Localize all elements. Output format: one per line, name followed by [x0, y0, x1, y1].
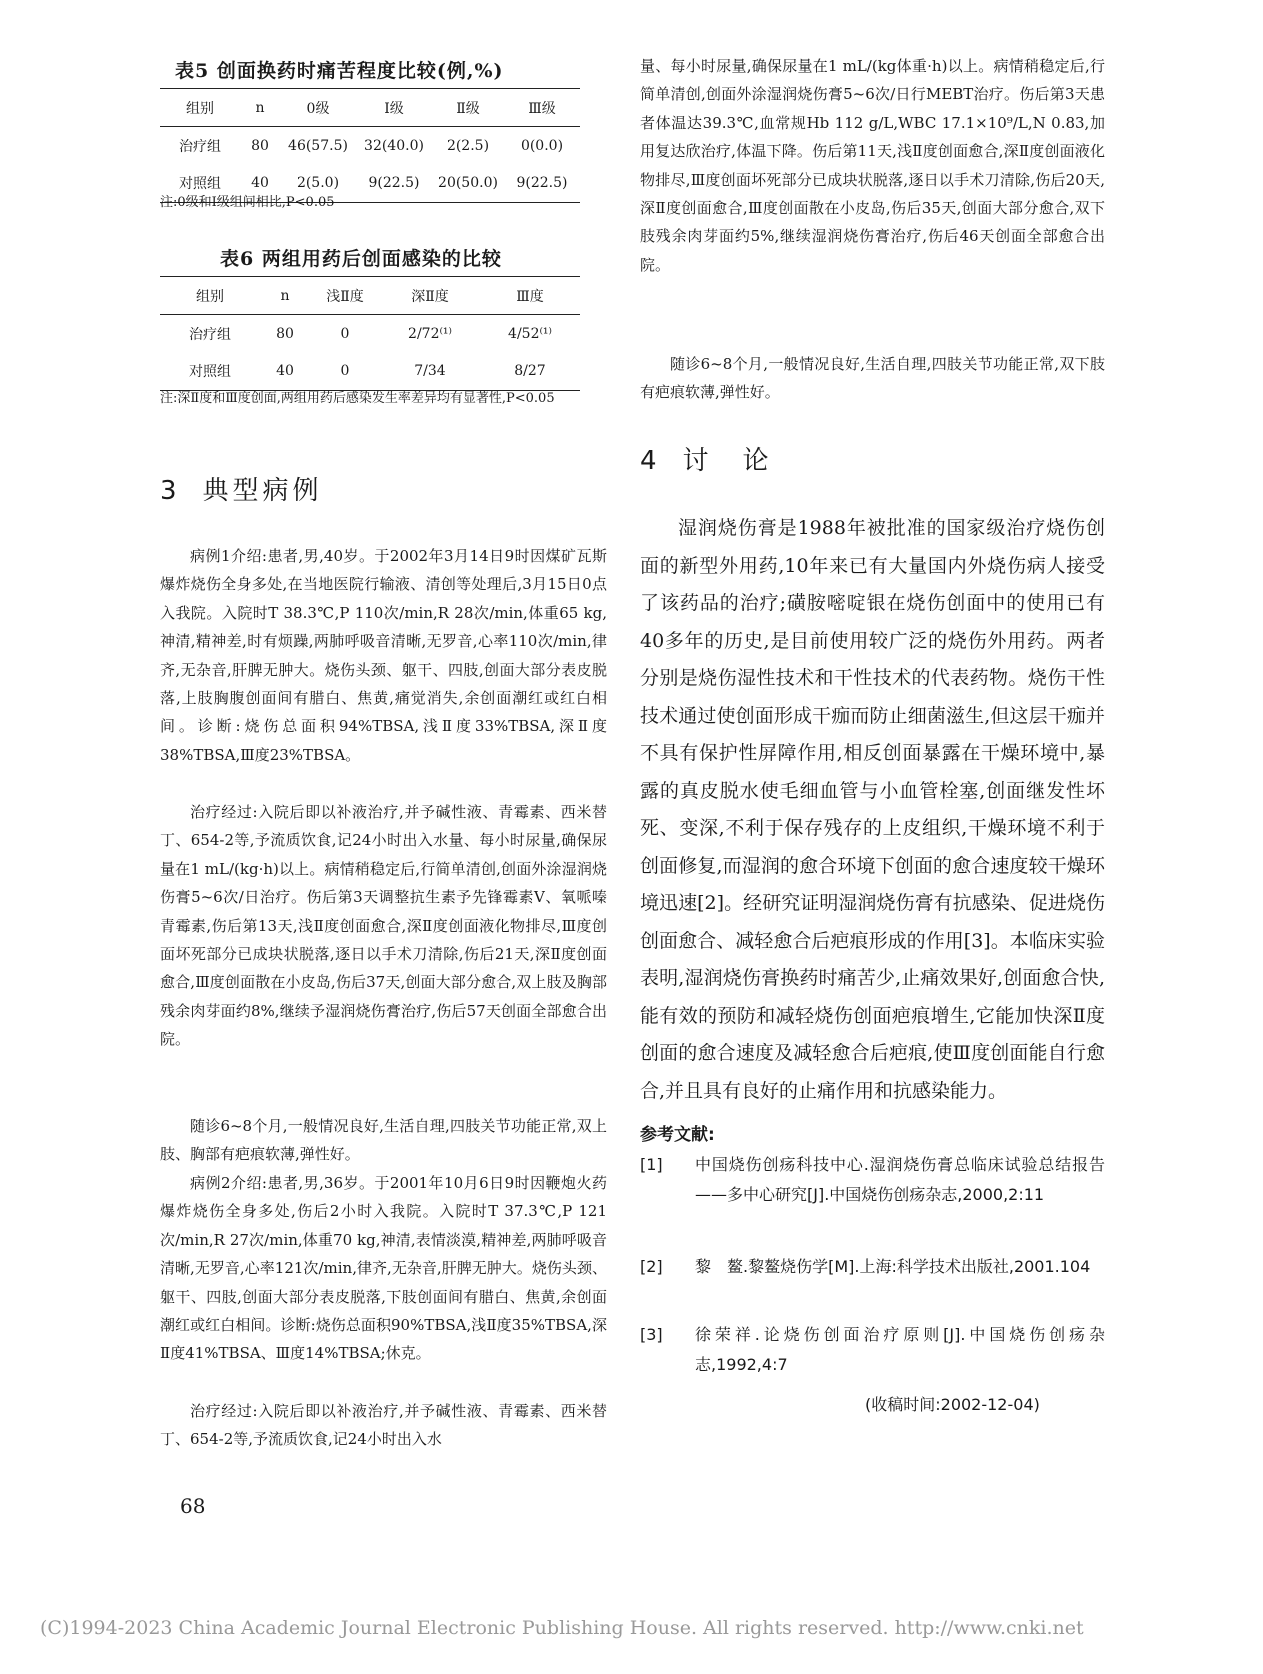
case2-treatment: 治疗经过:入院后即以补液治疗,并予碱性液、青霉素、西米替丁、654-2等,予流质饮食,记24小时出入水 [160, 1402, 607, 1449]
table6 [160, 276, 580, 391]
table-cell: 20(50.0) [432, 165, 504, 203]
section3-title: 典型病例 [202, 476, 323, 506]
table5-header: 组别 [160, 89, 240, 127]
section3-number: 3 [160, 476, 181, 506]
section4-number: 4 [640, 446, 661, 476]
table5-header: n [240, 89, 280, 127]
table-cell: 治疗组 [189, 326, 231, 343]
reference-number: [3] [640, 1325, 663, 1344]
case1-intro: 病例1介绍:患者,男,40岁。于2002年3月14日9时因煤矿瓦斯爆炸烧伤全身多处,在当地医院行输液、清创等处理后,3月15日0点入我院。入院时T 38.3℃,P 110次/min,R 28次/min,体重65 kg,神清,精神差,时有烦躁,两肺呼吸音清晰,无罗音,心率110次/min,律齐,无杂音,肝脾无肿大。烧伤头颈、躯干、四肢,创面大部分表皮脱落,上肢胸腹创面间有腊白、焦黄,痛觉消失,余创面潮红或红白相间。诊断:烧伤总面积94%TBSA,浅Ⅱ度33%TBSA,深Ⅱ度38%TBSA,Ⅲ度23%TBSA。 [160, 547, 607, 764]
table5-note: 注:0级和Ⅰ级组间相比,P<0.05 [160, 195, 335, 210]
table-row [160, 315, 580, 353]
table5-header-row [160, 89, 580, 127]
table-cell: 46(57.5) [288, 137, 348, 154]
section3-heading [160, 470, 323, 507]
table-cell: 80 [276, 325, 294, 342]
section4-heading [640, 440, 773, 477]
reference-item [640, 1320, 1105, 1380]
case1-treatment: 治疗经过:入院后即以补液治疗,并予碱性液、青霉素、西米替丁、654-2等,予流质饮食,记24小时出入水量、每小时尿量,确保尿量在1 mL/(kg·h)以上。病情稍稳定后,行简单清创,创面外涂湿润烧伤膏5~6次/日治疗。伤后第3天调整抗生素予先锋霉素V、氧哌嗪青霉素,伤后第13天,浅Ⅱ度创面愈合,深Ⅱ度创面液化物排尽,Ⅲ度创面坏死部分已成块状脱落,逐日以手术刀清除,伤后21天,深Ⅱ度创面愈合,Ⅲ度创面散在小皮岛,伤后37天,创面大部分愈合,双上肢及胸部残余肉芽面约8%,继续予湿润烧伤膏治疗,伤后57天创面全部愈合出院。 [160, 803, 607, 1049]
table-cell: 2/72⁽¹⁾ [408, 325, 452, 342]
table-cell: 0(0.0) [520, 137, 564, 154]
table-cell: 80 [251, 137, 269, 154]
table-cell: 7/34 [380, 353, 480, 391]
table-cell: 对照组 [160, 353, 260, 391]
table6-header: Ⅲ度 [480, 277, 580, 315]
table-cell: 对照组 [160, 165, 240, 203]
table6-header: 深Ⅱ度 [380, 277, 480, 315]
table6-title: 表6 两组用药后创面感染的比较 [220, 248, 502, 270]
copyright-footer: (C)1994-2023 China Academic Journal Electronic Publishing House. All rights reserved. http://www.cnki.net [40, 1617, 1084, 1639]
table-cell: 2(5.0) [280, 165, 356, 203]
table6-header: n [260, 277, 310, 315]
reference-text: 徐荣祥.论烧伤创面治疗原则[J].中国烧伤创疡杂志,1992,4:7 [695, 1325, 1105, 1374]
received-date: (收稿时间:2002-12-04) [865, 1395, 1040, 1414]
references-heading: 参考文献: [640, 1125, 715, 1145]
discussion-paragraph: 湿润烧伤膏是1988年被批准的国家级治疗烧伤创面的新型外用药,10年来已有大量国内外烧伤病人接受了该药品的治疗;磺胺嘧啶银在烧伤创面中的使用已有40多年的历史,是目前使用较广泛的烧伤外用药。两者分别是烧伤湿性技术和干性技术的代表药物。烧伤干性技术通过使创面形成干痂而防止细菌滋生,但这层干痂并不具有保护性屏障作用,相反创面暴露在干燥环境中,暴露的真皮脱水使毛细血管与小血管栓塞,创面继发性坏死、变深,不利于保存残存的上皮组织,干燥环境不利于创面修复,而湿润的愈合环境下创面的愈合速度较干燥环境迅速[2]。经研究证明湿润烧伤膏有抗感染、促进烧伤创面愈合、减轻愈合后疤痕形成的作用[3]。本临床实验表明,湿润烧伤膏换药时痛苦少,止痛效果好,创面愈合快,能有效的预防和减轻烧伤创面疤痕增生,它能加快深Ⅱ度创面的愈合速度及减轻愈合后疤痕,使Ⅲ度创面能自行愈合,并且具有良好的止痛作用和抗感染能力。 [640, 517, 1105, 1102]
reference-item [640, 1252, 1105, 1282]
table6-note: 注:深Ⅱ度和Ⅲ度创面,两组用药后感染发生率差异均有显著性,P<0.05 [160, 391, 555, 406]
table-row [160, 353, 580, 391]
table6-header: 浅Ⅱ度 [310, 277, 380, 315]
case2-treatment-continued: 量、每小时尿量,确保尿量在1 mL/(kg体重·h)以上。病情稍稳定后,行简单清创,创面外涂湿润烧伤膏5~6次/日行MEBT治疗。伤后第3天患者体温达39.3℃,血常规Hb 112 g/L,WBC 17.1×10⁹/L,N 0.83,加用复达欣治疗,体温下降。伤后第11天,浅Ⅱ度创面愈合,深Ⅱ度创面液化物排尽,Ⅲ度创面坏死部分已成块状脱落,逐日以手术刀清除,伤后20天,深Ⅱ度创面愈合,Ⅲ度创面散在小皮岛,伤后35天,创面大部分愈合,双下肢残余肉芽面约5%,继续湿润烧伤膏治疗,伤后46天创面全部愈合出院。 [640, 57, 1105, 274]
case2-intro: 病例2介绍:患者,男,36岁。于2001年10月6日9时因鞭炮火药爆炸烧伤全身多处,伤后2小时入我院。入院时T 37.3℃,P 121次/min,R 27次/min,体重70 kg,神清,表情淡漠,精神差,两肺呼吸音清晰,无罗音,心率121次/min,律齐,无杂音,肝脾无肿大。烧伤头颈、躯干、四肢,创面大部分表皮脱落,下肢创面间有腊白、焦黄,余创面潮红或红白相间。诊断:烧伤总面积90%TBSA,浅Ⅱ度35%TBSA,深Ⅱ度41%TBSA、Ⅲ度14%TBSA;休克。 [160, 1174, 607, 1363]
table5-header: Ⅲ级 [504, 89, 580, 127]
reference-item [640, 1150, 1105, 1210]
table-cell: 0 [310, 353, 380, 391]
reference-number: [1] [640, 1155, 663, 1174]
case2-followup: 随诊6~8个月,一般情况良好,生活自理,四肢关节功能正常,双下肢有疤痕软薄,弹性好。 [640, 355, 1105, 402]
table-cell: 9(22.5) [504, 165, 580, 203]
table-cell: 治疗组 [179, 138, 221, 155]
table6-header-row [160, 277, 580, 315]
table5 [160, 88, 580, 203]
section4-title: 讨 论 [682, 446, 773, 476]
table-cell: 2(2.5) [446, 137, 490, 154]
table5-header: Ⅱ级 [432, 89, 504, 127]
reference-text: 黎 鳌.黎鳌烧伤学[M].上海:科学技术出版社,2001.104 [695, 1257, 1091, 1276]
reference-number: [2] [640, 1257, 663, 1276]
table-cell: 4/52⁽¹⁾ [508, 325, 552, 342]
reference-text: 中国烧伤创疡科技中心.湿润烧伤膏总临床试验总结报告——多中心研究[J].中国烧伤创疡杂志,2000,2:11 [695, 1155, 1105, 1204]
table-cell: 9(22.5) [356, 165, 432, 203]
table5-header: Ⅰ级 [356, 89, 432, 127]
table-cell: 40 [260, 353, 310, 391]
table-cell: 32(40.0) [364, 137, 424, 154]
table6-header: 组别 [160, 277, 260, 315]
table5-title: 表5 创面换药时痛苦程度比较(例,%) [175, 60, 504, 82]
table-cell: 40 [240, 165, 280, 203]
page-number: 68 [180, 1494, 206, 1518]
table-row [160, 127, 580, 165]
table-cell: 8/27 [480, 353, 580, 391]
table5-header: 0级 [280, 89, 356, 127]
table-cell: 0 [340, 325, 350, 342]
case1-followup: 随诊6~8个月,一般情况良好,生活自理,四肢关节功能正常,双上肢、胸部有疤痕软薄,弹性好。 [160, 1117, 607, 1164]
